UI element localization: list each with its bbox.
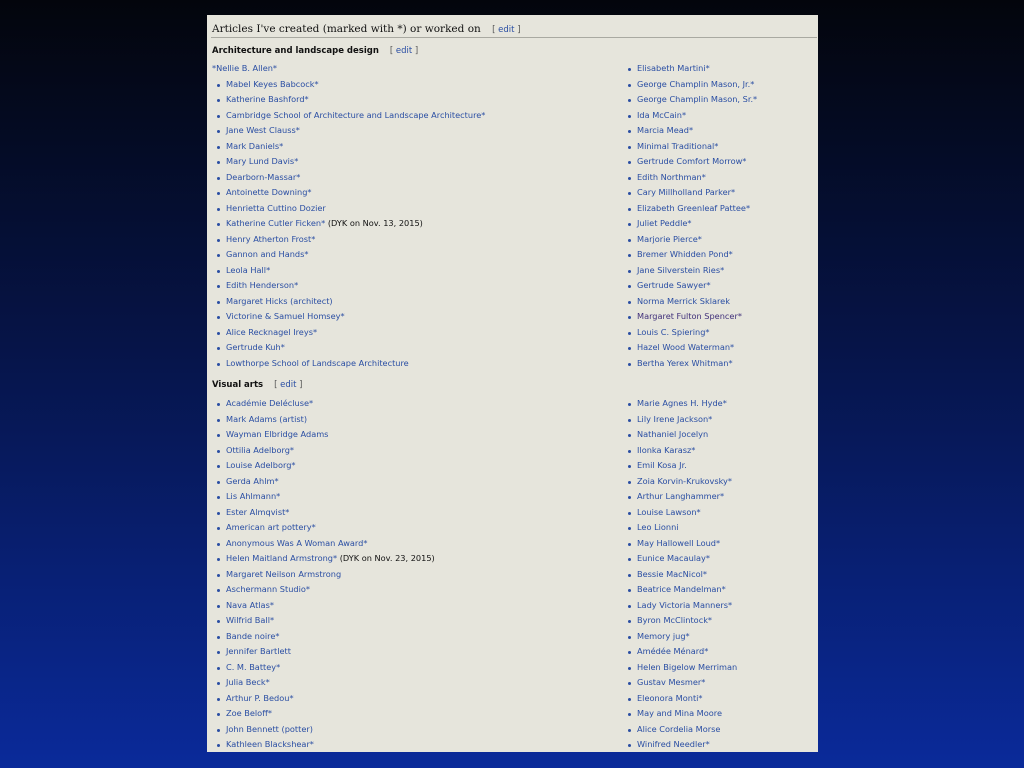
article-link[interactable]: Winifred Needler* — [637, 739, 710, 749]
article-link[interactable]: Katherine Bashford* — [226, 94, 309, 104]
list-item — [212, 340, 485, 356]
list-item — [623, 613, 737, 629]
article-link[interactable]: Louise Lawson* — [637, 506, 701, 517]
list-item — [623, 185, 757, 201]
list-item — [623, 92, 757, 108]
section-heading-text: Architecture and landscape design — [212, 46, 379, 56]
edit-section-link[interactable]: [ edit ] — [492, 25, 521, 35]
article-link[interactable]: May Hallowell Loud* — [637, 537, 721, 548]
article-link[interactable]: Edith Henderson* — [226, 280, 299, 290]
article-link[interactable]: Dearborn-Massar* — [226, 171, 301, 182]
list-item — [212, 505, 435, 521]
list-item — [623, 536, 737, 552]
list-item — [212, 706, 435, 722]
article-link[interactable]: Beatrice Mandelman* — [637, 584, 726, 594]
article-link[interactable]: Hazel Wood Waterman* — [637, 342, 735, 352]
list-item — [212, 77, 485, 93]
article-link[interactable]: Margaret Hicks (architect) — [226, 295, 333, 306]
article-link[interactable]: Nava Atlas* — [226, 599, 274, 610]
section-heading-visual-arts — [212, 380, 302, 390]
list-item — [623, 427, 737, 443]
article-link[interactable]: Alice Recknagel Ireys* — [226, 326, 318, 337]
list-item — [623, 108, 757, 124]
list-item — [623, 505, 737, 521]
list-item — [623, 123, 757, 139]
article-link[interactable]: Bessie MacNicol* — [637, 568, 707, 579]
list-item — [623, 520, 737, 536]
article-link[interactable]: Eleonora Monti* — [637, 692, 703, 703]
article-link[interactable]: American art pottery* — [226, 522, 316, 532]
list-item — [623, 474, 737, 490]
list-item — [212, 660, 435, 676]
article-link[interactable]: Gannon and Hands* — [226, 249, 309, 259]
article-link[interactable]: Amédée Ménard* — [637, 646, 709, 656]
article-link[interactable]: Elisabeth Martini* — [637, 63, 710, 73]
list-item — [212, 170, 485, 186]
list-item — [212, 396, 435, 412]
list-item — [212, 356, 485, 372]
article-link[interactable]: Lily Irene Jackson* — [637, 413, 713, 424]
list-item — [623, 722, 737, 738]
article-link[interactable]: Henrietta Cuttino Dozier — [226, 202, 326, 213]
list-item — [212, 154, 485, 170]
title-divider — [211, 37, 817, 38]
list-item — [623, 412, 737, 428]
list-item — [212, 278, 485, 294]
list-item — [212, 644, 435, 660]
list-item — [212, 232, 485, 248]
list-item — [623, 706, 737, 722]
article-link[interactable]: Mark Daniels* — [226, 140, 284, 151]
list-item — [212, 61, 485, 77]
list-item — [623, 154, 757, 170]
article-link[interactable]: Marie Agnes H. Hyde* — [637, 398, 727, 408]
list-item — [623, 278, 757, 294]
article-link[interactable]: George Champlin Mason, Sr.* — [637, 94, 758, 104]
article-link[interactable]: Gertrude Sawyer* — [637, 280, 711, 290]
article-link[interactable]: Cary Millholland Parker* — [637, 187, 736, 197]
list-item — [623, 458, 737, 474]
list-item — [212, 294, 485, 310]
architecture-list-right — [623, 61, 757, 371]
article-link[interactable]: Lady Victoria Manners* — [637, 599, 733, 610]
list-item — [212, 489, 435, 505]
article-link[interactable]: Nathaniel Jocelyn — [637, 429, 709, 439]
article-link[interactable]: Emil Kosa Jr. — [637, 460, 687, 470]
article-link[interactable]: Ester Almqvist* — [226, 506, 290, 517]
article-link[interactable]: Louis C. Spiering* — [637, 326, 710, 337]
article-link[interactable]: Eunice Macaulay* — [637, 553, 710, 563]
architecture-list-left — [212, 61, 485, 371]
list-item — [212, 201, 485, 217]
article-link[interactable]: Cambridge School of Architecture and Landscape Architecture* — [226, 109, 486, 120]
article-link[interactable]: Zoe Beloff* — [226, 708, 272, 718]
list-item — [623, 644, 737, 660]
article-link[interactable]: Leo Lionni — [637, 522, 679, 532]
dyk-note: (DYK on Nov. 23, 2015) — [337, 553, 435, 563]
article-link[interactable]: Aschermann Studio* — [226, 584, 310, 594]
article-link[interactable]: Gertrude Comfort Morrow* — [637, 156, 747, 166]
list-item — [212, 263, 485, 279]
article-link[interactable]: Lowthorpe School of Landscape Architecture — [226, 357, 409, 368]
list-item — [623, 263, 757, 279]
article-link[interactable]: Ida McCain* — [637, 109, 687, 120]
article-link[interactable]: Bremer Whidden Pond* — [637, 249, 733, 259]
article-link[interactable]: Minimal Traditional* — [637, 140, 719, 151]
list-item — [212, 325, 485, 341]
list-item — [623, 489, 737, 505]
list-item — [623, 567, 737, 583]
article-link[interactable]: Alice Cordelia Morse — [637, 723, 721, 734]
list-item — [623, 325, 757, 341]
list-item — [212, 412, 435, 428]
list-item — [212, 520, 435, 536]
article-link[interactable]: Louise Adelborg* — [226, 460, 296, 470]
article-link[interactable]: Mark Adams (artist) — [226, 413, 308, 424]
article-link[interactable]: Victorine & Samuel Homsey* — [226, 311, 345, 321]
dyk-note: (DYK on Nov. 13, 2015) — [325, 218, 423, 228]
list-item — [212, 185, 485, 201]
list-item — [212, 92, 485, 108]
list-item — [212, 536, 435, 552]
article-link[interactable]: Ilonka Karasz* — [637, 444, 696, 455]
article-link[interactable]: Memory jug* — [637, 630, 690, 641]
article-link[interactable]: Ottilia Adelborg* — [226, 444, 294, 455]
article-link[interactable]: John Bennett (potter) — [226, 723, 313, 734]
article-link[interactable]: Byron McClintock* — [637, 615, 713, 625]
article-link[interactable]: Gustav Mesmer* — [637, 677, 706, 687]
list-item — [623, 77, 757, 93]
article-link[interactable]: Arthur P. Bedou* — [226, 692, 294, 703]
list-item — [623, 201, 757, 217]
article-link[interactable]: *Nellie B. Allen* — [212, 63, 278, 73]
list-item — [212, 551, 435, 567]
visual-arts-list-right — [623, 396, 737, 752]
wiki-content-panel — [207, 15, 818, 752]
edit-link[interactable]: edit — [498, 25, 515, 35]
list-item — [212, 443, 435, 459]
list-item — [623, 660, 737, 676]
edit-section-link[interactable]: [ edit ] — [274, 380, 303, 390]
list-item — [623, 629, 737, 645]
article-link[interactable]: Juliet Peddle* — [637, 218, 692, 228]
list-item — [623, 691, 737, 707]
list-item — [212, 598, 435, 614]
edit-link[interactable]: edit — [280, 380, 297, 390]
list-item — [212, 309, 485, 325]
article-link[interactable]: May and Mina Moore — [637, 708, 722, 718]
list-item — [212, 474, 435, 490]
article-link[interactable]: Margaret Fulton Spencer* — [637, 311, 742, 321]
edit-link[interactable]: edit — [395, 46, 413, 56]
article-link[interactable]: Wilfrid Ball* — [226, 615, 275, 625]
article-link[interactable]: Norma Merrick Sklarek — [637, 295, 730, 306]
list-item — [212, 582, 435, 598]
list-item — [623, 443, 737, 459]
article-link[interactable]: Edith Northman* — [637, 171, 706, 182]
list-item — [212, 247, 485, 263]
article-link[interactable]: Julia Beck* — [226, 677, 270, 687]
section-heading-architecture — [212, 46, 418, 56]
article-link[interactable]: Margaret Neilson Armstrong — [226, 568, 342, 579]
article-link[interactable]: Helen Maitland Armstrong* — [226, 553, 338, 563]
article-link[interactable]: Zoia Korvin-Krukovsky* — [637, 475, 732, 486]
list-item — [212, 737, 435, 752]
article-link[interactable]: Jennifer Bartlett — [226, 646, 291, 656]
list-item — [623, 340, 757, 356]
list-item — [623, 396, 737, 412]
article-link[interactable]: Jane West Clauss* — [226, 125, 300, 135]
list-item — [623, 61, 757, 77]
list-item — [212, 108, 485, 124]
article-link[interactable]: Bande noire* — [226, 630, 280, 641]
article-link[interactable]: Bertha Yerex Whitman* — [637, 357, 733, 368]
article-link[interactable]: Anonymous Was A Woman Award* — [226, 537, 368, 548]
list-item — [623, 598, 737, 614]
article-link[interactable]: Kathleen Blackshear* — [226, 739, 314, 749]
article-link[interactable]: Mabel Keyes Babcock* — [226, 78, 319, 89]
article-link[interactable]: Jane Silverstein Ries* — [637, 264, 725, 275]
list-item — [623, 309, 757, 325]
article-link[interactable]: Gerda Ahlm* — [226, 475, 279, 486]
list-item — [623, 139, 757, 155]
page-title-text: Articles I've created (marked with *) or worked on — [212, 23, 481, 35]
article-link[interactable]: Mary Lund Davis* — [226, 156, 299, 166]
list-item — [212, 691, 435, 707]
list-item — [212, 629, 435, 645]
list-item — [623, 737, 737, 752]
list-item — [212, 427, 435, 443]
list-item — [212, 722, 435, 738]
article-link[interactable]: Leola Hall* — [226, 264, 271, 275]
list-item — [623, 216, 757, 232]
section-heading-text: Visual arts — [212, 380, 264, 390]
page-title — [212, 23, 812, 35]
article-link[interactable]: Henry Atherton Frost* — [226, 233, 316, 244]
list-item — [212, 567, 435, 583]
list-item — [623, 247, 757, 263]
article-link[interactable]: C. M. Battey* — [226, 661, 281, 672]
article-link[interactable]: Gertrude Kuh* — [226, 342, 285, 352]
article-link[interactable]: Arthur Langhammer* — [637, 491, 725, 501]
article-link[interactable]: Lis Ahlmann* — [226, 491, 281, 501]
list-item — [623, 232, 757, 248]
list-item — [212, 139, 485, 155]
visual-arts-list-left — [212, 396, 435, 752]
list-item — [623, 170, 757, 186]
article-link[interactable]: Wayman Elbridge Adams — [226, 429, 329, 439]
list-item — [623, 675, 737, 691]
list-item — [212, 613, 435, 629]
edit-section-link[interactable]: [ edit ] — [389, 46, 419, 56]
article-link[interactable]: Elizabeth Greenleaf Pattee* — [637, 202, 751, 213]
article-link[interactable]: Marcia Mead* — [637, 125, 694, 135]
article-link[interactable]: Antoinette Downing* — [226, 187, 312, 197]
list-item — [623, 356, 757, 372]
list-item — [623, 582, 737, 598]
article-link[interactable]: George Champlin Mason, Jr.* — [637, 78, 755, 89]
list-item — [212, 675, 435, 691]
list-item — [212, 458, 435, 474]
article-link[interactable]: Marjorie Pierce* — [637, 233, 702, 244]
list-item — [212, 216, 485, 232]
article-link[interactable]: Helen Bigelow Merriman — [637, 661, 738, 672]
list-item — [212, 123, 485, 139]
list-item — [623, 294, 757, 310]
list-item — [623, 551, 737, 567]
article-link[interactable]: Académie Delécluse* — [226, 398, 314, 408]
article-link[interactable]: Katherine Cutler Ficken* — [226, 218, 326, 228]
